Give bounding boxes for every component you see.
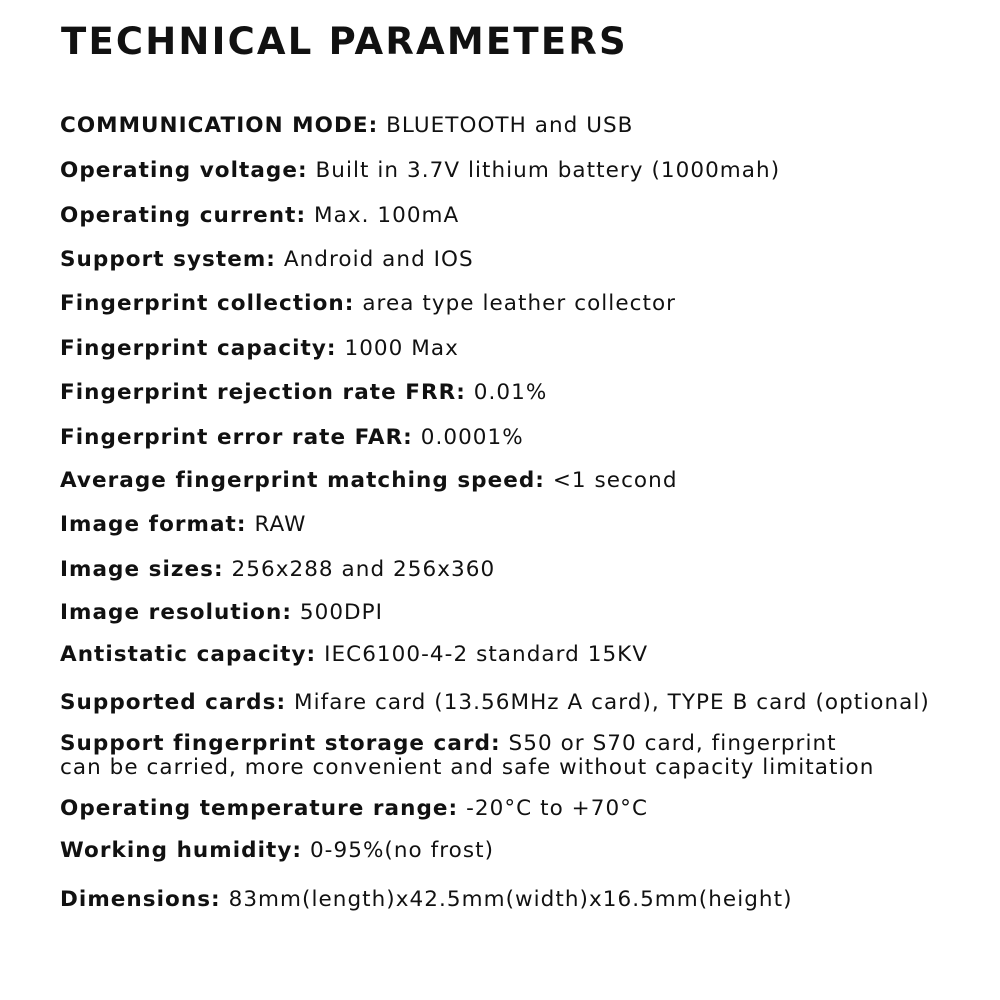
param-supported-cards (60, 690, 930, 716)
param-value-continued: can be carried, more convenient and safe without capacity limitation (60, 755, 875, 780)
param-label: Support system: (60, 247, 276, 272)
param-value: <1 second (552, 468, 678, 493)
param-value: Mifare card (13.56MHz A card), TYPE B card (optional) (294, 690, 930, 715)
param-label: Operating current: (60, 203, 307, 228)
param-value: 500DPI (299, 600, 384, 625)
param-label: Fingerprint capacity: (60, 336, 337, 361)
param-value: S50 or S70 card, fingerprint (508, 731, 837, 756)
param-image-sizes (60, 557, 495, 583)
param-communication-mode (60, 113, 633, 139)
param-label: Operating voltage: (60, 158, 308, 183)
param-value: 83mm(length)x42.5mm(width)x16.5mm(height) (228, 887, 793, 912)
param-antistatic-capacity (60, 642, 648, 668)
param-label: Supported cards: (60, 690, 287, 715)
param-fingerprint-collection (60, 291, 676, 317)
param-value: Max. 100mA (314, 203, 460, 228)
param-label: Fingerprint collection: (60, 291, 355, 316)
param-image-format (60, 512, 306, 538)
param-value: 0-95%(no frost) (309, 838, 495, 863)
param-matching-speed (60, 468, 678, 494)
param-operating-current (60, 203, 459, 229)
param-dimensions (60, 887, 793, 913)
param-value: 0.01% (473, 380, 548, 405)
param-value: RAW (254, 512, 307, 537)
param-image-resolution (60, 600, 383, 626)
param-label: Working humidity: (60, 838, 303, 863)
param-label: COMMUNICATION MODE: (60, 113, 379, 138)
param-fingerprint-rejection-rate (60, 380, 547, 406)
param-value: BLUETOOTH and USB (386, 113, 634, 138)
param-support-system (60, 247, 474, 273)
param-operating-temperature (60, 796, 648, 822)
param-label: Average fingerprint matching speed: (60, 468, 545, 493)
param-label: Operating temperature range: (60, 796, 459, 821)
param-label: Fingerprint rejection rate FRR: (60, 380, 466, 405)
param-label: Image format: (60, 512, 247, 537)
param-label: Fingerprint error rate FAR: (60, 425, 413, 450)
param-label: Dimensions: (60, 887, 221, 912)
param-label: Image sizes: (60, 557, 224, 582)
param-storage-card (60, 732, 874, 780)
param-value: area type leather collector (362, 291, 677, 316)
param-label: Antistatic capacity: (60, 642, 317, 667)
param-value: Android and IOS (283, 247, 474, 272)
param-value: 1000 Max (344, 336, 459, 361)
param-label: Image resolution: (60, 600, 292, 625)
param-working-humidity (60, 838, 494, 864)
param-operating-voltage (60, 158, 780, 184)
param-value: 0.0001% (420, 425, 524, 450)
param-value: -20°C to +70°C (466, 796, 649, 821)
param-label: Support fingerprint storage card: (60, 731, 501, 756)
param-fingerprint-error-rate (60, 425, 524, 451)
param-fingerprint-capacity (60, 336, 459, 362)
param-value: 256x288 and 256x360 (231, 557, 496, 582)
page-title: TECHNICAL PARAMETERS (61, 20, 628, 63)
param-value: Built in 3.7V lithium battery (1000mah) (315, 158, 781, 183)
param-value: IEC6100-4-2 standard 15KV (324, 642, 649, 667)
